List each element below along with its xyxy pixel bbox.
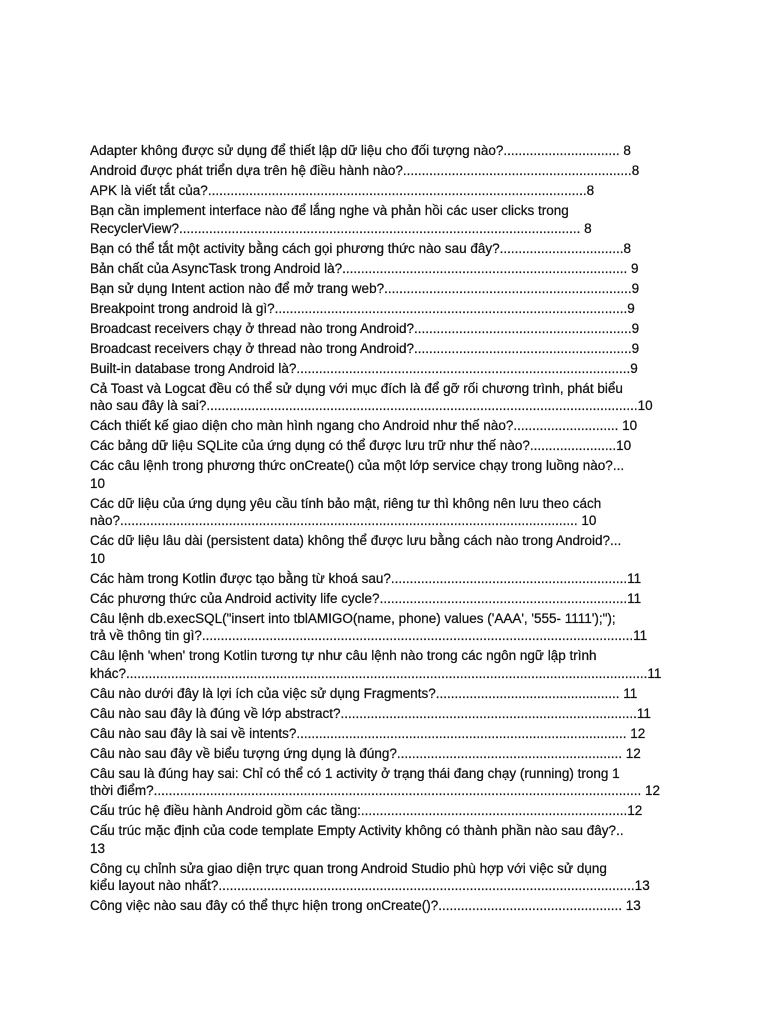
toc-entry-line: Built-in database trong Android là?.........................................................................................9 xyxy=(90,360,638,376)
toc-entry[interactable] xyxy=(90,417,680,435)
toc-entry-line: khác?...........................................................................................................................................11 xyxy=(90,665,662,681)
toc-entry[interactable] xyxy=(90,360,680,378)
toc-entry[interactable] xyxy=(90,340,680,358)
toc-entry-line: nào sau đây là sai?...................................................................................................................10 xyxy=(90,398,653,413)
toc-entry-line: Câu nào dưới đây là lợi ích của việc sử dụng Fragments?................................................. 11 xyxy=(90,685,638,701)
toc-entry[interactable] xyxy=(90,320,680,338)
toc-entry-line: 10 xyxy=(90,475,106,491)
toc-entry[interactable] xyxy=(90,802,680,820)
toc-entry-line: Công cụ chỉnh sửa giao diện trực quan trong Android Studio phù hợp với việc sử dụng xyxy=(90,860,607,876)
toc-entry[interactable] xyxy=(90,162,680,180)
toc-entry-line: Android được phát triển dựa trên hệ điều hành nào?.............................................................8 xyxy=(90,163,640,178)
toc-entry[interactable] xyxy=(90,590,680,608)
toc-entry-line: Bạn sử dụng Intent action nào để mở trang web?..................................................................9 xyxy=(90,280,640,296)
toc-entry[interactable] xyxy=(90,860,680,895)
toc-entry[interactable] xyxy=(90,300,680,318)
toc-entry-line: Cách thiết kế giao diện cho màn hình ngang cho Android như thế nào?............................ 10 xyxy=(90,418,638,433)
toc-entry[interactable] xyxy=(90,437,680,455)
toc-entry-line: Câu nào sau đây là đúng về lớp abstract?...............................................................................11 xyxy=(90,705,651,721)
toc-entry-line: Các bảng dữ liệu SQLite của ứng dụng có thể được lưu trữ như thế nào?.......................10 xyxy=(90,438,632,453)
toc-entry[interactable] xyxy=(90,822,680,857)
toc-entry-line: trả về thông tin gì?...................................................................................................................11 xyxy=(90,628,648,643)
toc-entry[interactable] xyxy=(90,685,680,703)
toc-entry-line: 13 xyxy=(90,840,106,856)
toc-entry-line: Các dữ liệu lâu dài (persistent data) không thể được lưu bằng cách nào trong Android?... xyxy=(90,533,622,548)
toc-entry-line: Bạn có thể tắt một activity bằng cách gọi phương thức nào sau đây?.................................8 xyxy=(90,240,631,256)
toc-entry-line: Các phương thức của Android activity life cycle?..................................................................11 xyxy=(90,590,642,606)
toc-entry-line: Adapter không được sử dụng để thiết lập dữ liệu cho đối tượng nào?............................... 8 xyxy=(90,143,631,158)
toc-entry-line: Broadcast receivers chạy ở thread nào trong Android?..........................................................9 xyxy=(90,340,640,356)
toc-entry-line: Breakpoint trong android là gì?..............................................................................................9 xyxy=(90,300,635,316)
toc-entry-line: Broadcast receivers chạy ở thread nào trong Android?..........................................................9 xyxy=(90,320,640,336)
toc-entry-line: RecyclerView?........................................................................................................... 8 xyxy=(90,220,592,236)
toc-entry[interactable] xyxy=(90,142,680,160)
toc-entry[interactable] xyxy=(90,457,680,492)
toc-entry-line: Các dữ liệu của ứng dụng yêu cầu tính bảo mật, riêng tư thì không nên lưu theo cách xyxy=(90,495,602,511)
toc-entry-line: Câu nào sau đây là sai về intents?........................................................................................ 12 xyxy=(90,725,646,741)
toc-entry-line: Câu lệnh 'when' trong Kotlin tương tự như câu lệnh nào trong các ngôn ngữ lập trình xyxy=(90,648,597,663)
toc-entry[interactable] xyxy=(90,745,680,763)
toc-entry-line: Bạn cần implement interface nào để lắng nghe và phản hồi các user clicks trong xyxy=(90,203,569,218)
toc-entry[interactable] xyxy=(90,897,680,915)
toc-entry-line: Các hàm trong Kotlin được tạo bằng từ khoá sau?...............................................................11 xyxy=(90,570,642,586)
toc-entry[interactable] xyxy=(90,380,680,415)
toc-entry-line: Câu sau là đúng hay sai: Chỉ có thể có 1 activity ở trạng thái đang chạy (running) trong 1 xyxy=(90,765,620,781)
toc-entry-line: Cấu trúc mặc định của code template Empty Activity không có thành phần nào sau đây?.. xyxy=(90,823,624,838)
toc-entry-line: Công việc nào sau đây có thể thực hiện trong onCreate()?................................................. 13 xyxy=(90,898,641,913)
table-of-contents xyxy=(90,142,680,917)
toc-entry-line: Bản chất của AsyncTask trong Android là?............................................................................ 9 xyxy=(90,260,639,276)
toc-entry[interactable] xyxy=(90,647,680,682)
toc-entry-line: Câu nào sau đây về biểu tượng ứng dụng là đúng?............................................................ 12 xyxy=(90,745,641,761)
toc-entry[interactable] xyxy=(90,765,680,800)
toc-entry[interactable] xyxy=(90,570,680,588)
toc-entry-line: 10 xyxy=(90,550,106,566)
toc-entry[interactable] xyxy=(90,280,680,298)
toc-entry-line: Cả Toast và Logcat đều có thể sử dụng với mục đích là để gỡ rối chương trình, phát biểu xyxy=(90,380,623,396)
toc-entry[interactable] xyxy=(90,182,680,200)
toc-entry[interactable] xyxy=(90,610,680,645)
toc-entry[interactable] xyxy=(90,495,680,530)
toc-entry[interactable] xyxy=(90,260,680,278)
toc-entry-line: kiểu layout nào nhất?...............................................................................................................13 xyxy=(90,878,650,893)
toc-entry-line: Câu lệnh db.execSQL("insert into tblAMIGO(name, phone) values ('AAA', '555- 1111');"); xyxy=(90,610,616,626)
toc-entry-line: thời điểm?.................................................................................................................................. 12 xyxy=(90,783,660,798)
toc-entry[interactable] xyxy=(90,725,680,743)
toc-entry-line: Cấu trúc hệ điều hành Android gồm các tầng:.......................................................................12 xyxy=(90,803,643,818)
toc-entry[interactable] xyxy=(90,532,680,567)
toc-entry-line: Các câu lệnh trong phương thức onCreate() của một lớp service chạy trong luồng nào?... xyxy=(90,458,625,473)
toc-entry[interactable] xyxy=(90,240,680,258)
toc-entry-line: nào?.......................................................................................................................... 10 xyxy=(90,513,597,528)
toc-entry-line: APK là viết tắt của?.....................................................................................................8 xyxy=(90,183,595,198)
toc-entry[interactable] xyxy=(90,705,680,723)
toc-entry[interactable] xyxy=(90,202,680,237)
